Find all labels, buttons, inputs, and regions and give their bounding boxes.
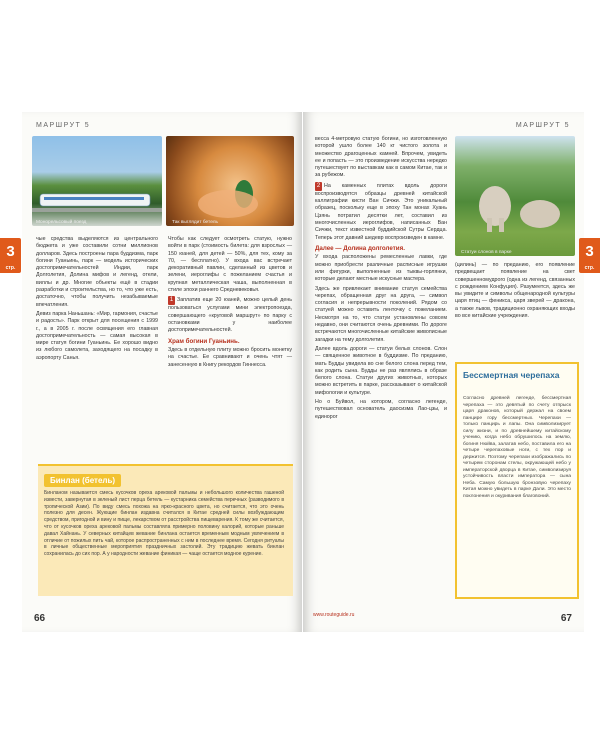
number-marker: 2 [316, 182, 321, 189]
chapter-number: 3 [6, 243, 15, 260]
chapter-number: 3 [585, 243, 594, 260]
paragraph: чые средства выделяются из центрального бюджета и уже составили сотни миллионов долларов. Здесь построены пара буддизма, парк богини Гуаньинь, парк — модель исторических достопримечательностей Индии, парк Долголетия, Долина мифов и легенд, отели, виллы и др. Многие объекты ещё в стадии разработки и строительства, но то, что уже есть, достаточно, чтобы получить незабываемые впечатления. [36, 236, 158, 308]
text-column [168, 236, 292, 371]
chapter-tab-right [579, 238, 600, 291]
photo-caption: Так выглядит бетель [172, 220, 219, 225]
text-column [36, 236, 158, 364]
text-column [315, 136, 447, 423]
paragraph: весса 4-метровую статую богини, но изготовленную которой ушло более 140 кг чистого золота и множество драгоценных камней. Впрочем, увидеть ее и попасть — это произведение искусства нередко путешествует по выставкам как в самом Китае, так и за рубежом. [315, 136, 447, 179]
elephants-illustration [455, 136, 575, 256]
chapter-tab-left [0, 238, 21, 291]
elephants-photo [455, 136, 575, 256]
paragraph: У входа расположены ремесленные лавки, где можно приобрести различные расписные игрушки или фигурки, выполненные из тыквы-горлянки, которые делают местные искусные мастера. [315, 254, 447, 283]
right-page [303, 112, 584, 632]
sidebar-title: Бинлан (бетель) [44, 474, 121, 487]
paragraph [168, 296, 292, 334]
photo-caption: Статуи слонов в парке [461, 250, 512, 255]
left-page [22, 112, 302, 632]
turtle-box [455, 362, 579, 599]
paragraph: (цилинь) — по преданию, его появление предвещает появление на свет совершенномудрого (одна из легенд, связанных с рождением Конфуция). Разумеется, здесь же вы увидите и символы общенародной культуры царя птиц — феникса, царя зверей — дракона, а также львов, традиционно охраняющих входы во все китайские учреждения. [455, 262, 575, 320]
tab-page: 59 [585, 282, 594, 291]
paragraph-text: На каменных плитах вдоль дороги воспроизводятся образцы древней китайской каллиграфии кисти Ван Сичжи. Это уникальный образец, поскольку еще в эпоху Тан монах Хуань Цзянь потратил десятки лет, составил из многочисленных иероглифов, написанных Ван Сичжи, текст известной буддийской Сутры Сердца. Теперь этот давний шедевр воспроизведен в камне. [315, 182, 447, 241]
book-spread [22, 112, 584, 632]
betel-illustration [166, 136, 294, 226]
paragraph [315, 182, 447, 242]
tab-label: стр. [584, 265, 595, 271]
paragraph: Здесь в отдельную плиту можно бросить монетку на счастье. Ее сравнивают и очень чтят — занесенную в Книгу рекордов Гиннесса. [168, 347, 292, 368]
betel-photo [166, 136, 294, 226]
page-number: 66 [34, 613, 46, 624]
paragraph: Здесь же привлекает внимание статуя семейства черепах, обращенная друг на друга, — символ согласия и непрерывности поколений. Рядом со статуей можно оставить ленточку с пожеланием. Несмотря на то, что статуи установлены совсем недавно, они считаются очень древними. По дороге встречаются многочисленные китайские живописные загадки на тему долголетия. [315, 285, 447, 343]
paragraph: Но о Буйвол, на котором, согласно легенде, путешествовал основатель даосизма Лао-цзы, и единорог [315, 399, 447, 420]
tab-page: 59 [6, 282, 15, 291]
monorail-illustration [32, 136, 162, 226]
section-heading: Далее — Долина долголетия. [315, 244, 405, 252]
text-column [455, 262, 575, 322]
route-header: МАРШРУТ 5 [515, 122, 570, 129]
number-marker: 1 [169, 297, 174, 304]
tab-label: стр. [5, 265, 16, 271]
box-body: Согласно древней легенде, бессмертная черепаха — это девятый по счету отпрыск царя драконов, который держал на своем панцире гору бессмертных. Черепахи — только панцирь и лапы. Она символизирует силу жизни, и по древнейшему китайскому учению, когда небо обрушилось на землю, богиня Нюйва, залатав небо, поставила его на четыре черепаховые ноги, с тех пор и держится. Поэтому черепахи изображались по четырем сторонам стелы, окружающей небо у императорской дворца в Китае, символизируя устойчивость власти императора — сына Неба. Самую большую бронзовую черепаху Китая можно увидеть в парке Дали. Это место поклонения и окуривания благовоний. [463, 396, 571, 499]
paragraph: Девиз парка Наньшань: «Мир, гармония, счастье и радость». Парк открыт для посещения с 1999 г., а в 2005 г. после освящения его главная достопримечательность — самая высокая в мире статуя богини Гуаньинь. Ее хорошо видно из любого самолета, заходящего на посадку в аэропорту Санья. [36, 310, 158, 361]
website-url: www.routeguide.ru [313, 612, 355, 618]
paragraph-text: Заплатив еще 20 юаней, можно целый день пользоваться услугами мини электропоезда, совершающего «круговой маршрут» по парку с остановками у наиболее достопримечательностей. [168, 297, 292, 334]
photo-caption: Монорельсовый поезд [36, 220, 87, 225]
paragraph: Чтобы как следует осмотреть статую, нужно войти в парк (стоимость билета: для взрослых — 150 юаней, для детей — 50%, для тех, кому за 70, — бесплатно). У входа вас встречает декоративный павлин, сделанный из цветов и зелени, иероглифы с пожеланием счастья и крупная металлическая чаша, выполненная в стиле эпохи раннего Средневековья. [168, 236, 292, 294]
route-header: МАРШРУТ 5 [36, 122, 91, 129]
box-title: Бессмертная черепаха [463, 370, 560, 380]
monorail-photo [32, 136, 162, 226]
paragraph: Далее вдоль дороги — статуи белых слонов. Слон — священное животное в буддизме. По преданию, мать Будды увидела во сне белого слона перед тем, как родить сына. Будды не раз являлись в образе белого слона. Статуи других животных, которых можно встретить в парке, рассказывают о китайской мифологии и культуре. [315, 345, 447, 396]
section-heading: Храм богини Гуаньинь. [168, 337, 240, 345]
page-number: 67 [560, 613, 572, 624]
betel-sidebar [38, 464, 293, 596]
sidebar-body: Бинланом называется смесь кусочков ореха арековой пальмы и небольшого количества гашеной извести, завернутая в зеленый лист перца бетель — кустарника семейства перечных (разводимого в тропической Азии). По виду смесь похожа на ярко-красного цвета, но считается, что это очень полезно для десен. Жующие бинлан издавна считался в Китае средней силы возбуждающим средством, пригодной и вину и пище, лекарством от расстройства пищеварения. К тому же считается, что от кусочков ореха арековой пальмы составляла примерно половину калорий, которые раньше давал Хайнань. У северных китайцев жевание бинлана остается временным модным увлечением в отличие от пожилых пить чай, которое распространенных с ним в последнее время. Сегодня ритуалы в личные общественные мероприятия праздничных застолий. Эту традицию жевать бинлан сохранилась до сих пор. А у народности жевание финикая — чаще остается модное курение. [44, 490, 284, 558]
